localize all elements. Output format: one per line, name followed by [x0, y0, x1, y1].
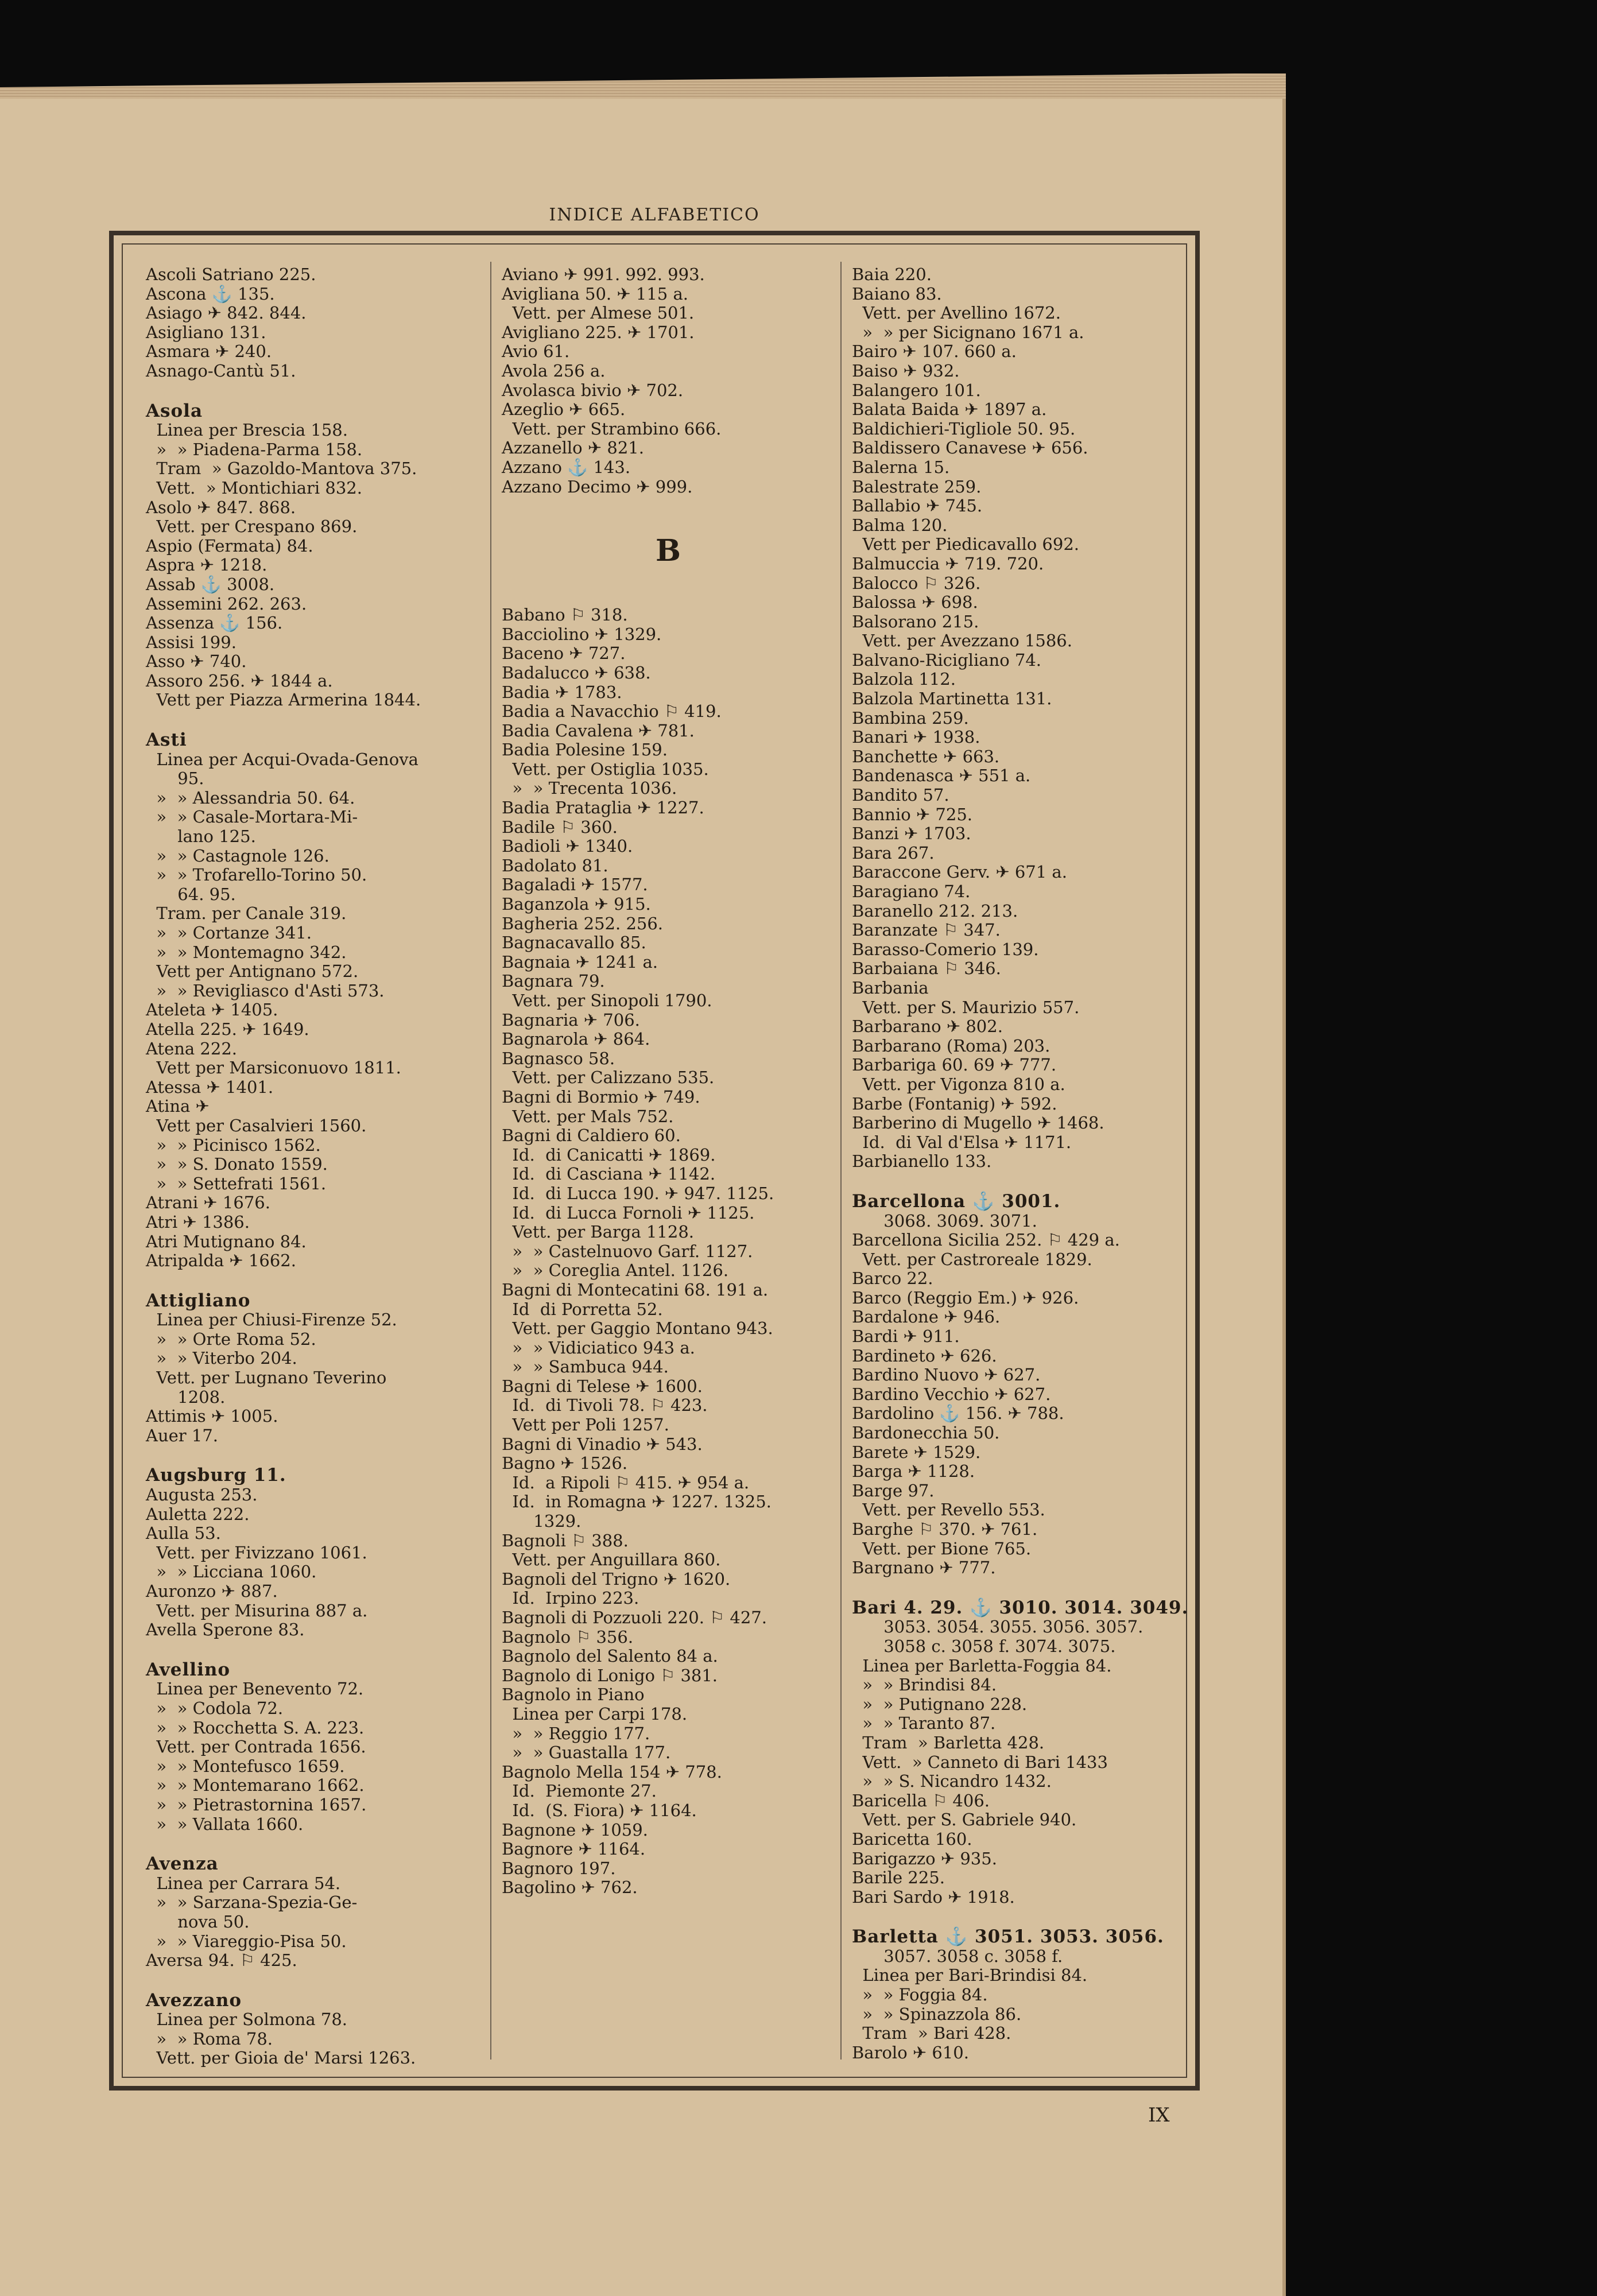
index-entry: Bagnone ✈ 1059. [502, 1820, 648, 1840]
index-entry: Balsorano 215. [852, 611, 979, 631]
index-entry: Bagni di Bormio ✈ 749. [502, 1087, 700, 1107]
index-entry: Bardolino ⚓ 156. ✈ 788. [852, 1403, 1064, 1424]
index-entry: Vett. per Almese 501. [502, 303, 695, 323]
index-entry: Bandito 57. [852, 785, 949, 805]
index-entry: Baiso ✈ 932. [852, 360, 960, 381]
index-entry: Banchette ✈ 663. [852, 746, 1000, 766]
index-entry: Bardino Vecchio ✈ 627. [852, 1384, 1051, 1404]
index-entry: Bagnarola ✈ 864. [502, 1029, 650, 1049]
index-entry: » » Vallata 1660. [146, 1814, 304, 1834]
index-entry: Vett. per Bione 765. [852, 1538, 1032, 1558]
index-entry: Balerna 15. [852, 457, 950, 477]
index-entry: Bardalone ✈ 946. [852, 1307, 1001, 1327]
index-entry: nova 50. [146, 1911, 250, 1932]
index-frame [109, 231, 1200, 2091]
spacer [146, 1834, 479, 1855]
index-entry: » » Settefrati 1561. [146, 1173, 327, 1193]
index-entry: Badia ✈ 1783. [502, 682, 622, 702]
index-heading: Asola [146, 400, 203, 421]
index-entry: Id di Porretta 52. [502, 1299, 663, 1319]
index-entry: Id. Piemonte 27. [502, 1781, 657, 1801]
index-entry: Barbaiana ⚐ 346. [852, 959, 1001, 979]
page-number: IX [1148, 2104, 1170, 2127]
index-entry: 1329. [502, 1511, 582, 1531]
index-entry: » » Sambuca 944. [502, 1357, 669, 1377]
index-column-3 [852, 265, 1189, 2062]
index-entry: Vett. per Castroreale 1829. [852, 1249, 1092, 1269]
spacer [146, 710, 479, 731]
index-entry: Atri Mutignano 84. [146, 1231, 307, 1251]
spacer [852, 1578, 1185, 1599]
index-entry: Badolato 81. [502, 855, 608, 875]
spacer [146, 1640, 479, 1661]
index-entry: » » Montemagno 342. [146, 942, 347, 962]
index-entry: Bagnolo ⚐ 356. [502, 1627, 634, 1647]
index-entry: Id. di Casciana ✈ 1142. [502, 1164, 716, 1184]
index-entry: Linea per Bari-Brindisi 84. [852, 1965, 1088, 1985]
index-entry: Bagnaria ✈ 706. [502, 1010, 640, 1030]
index-entry: » » Coreglia Antel. 1126. [502, 1261, 729, 1281]
index-entry: 3057. 3058 c. 3058 f. [852, 1946, 1063, 1966]
index-entry: » » Pietrastornina 1657. [146, 1794, 367, 1814]
index-entry: » » Sarzana-Spezia-Ge- [146, 1892, 358, 1913]
index-entry: » » Piadena-Parma 158. [146, 439, 363, 459]
index-entry: Linea per Solmona 78. [146, 2010, 347, 2030]
index-entry: Bannio ✈ 725. [852, 804, 972, 824]
index-entry: » » Montefusco 1659. [146, 1756, 345, 1776]
index-entry: Barga ✈ 1128. [852, 1461, 975, 1481]
index-entry: Atrani ✈ 1676. [146, 1193, 270, 1213]
spacer [852, 1907, 1185, 1927]
index-entry: Vett. per Avellino 1672. [852, 303, 1061, 323]
index-entry: Atessa ✈ 1401. [146, 1077, 274, 1097]
running-head: INDICE ALFABETICO [549, 205, 760, 225]
index-entry: » » Rocchetta S. A. 223. [146, 1717, 365, 1737]
index-entry: » » Taranto 87. [852, 1713, 996, 1733]
index-entry: Asigliano 131. [146, 322, 266, 342]
index-entry: Tram » Gazoldo-Mantova 375. [146, 459, 417, 479]
index-entry: Bagno ✈ 1526. [502, 1453, 628, 1473]
index-entry: Augusta 253. [146, 1485, 258, 1505]
index-entry: Auletta 222. [146, 1504, 250, 1524]
index-entry: » » Licciana 1060. [146, 1562, 317, 1582]
index-entry: Bagnoli di Pozzuoli 220. ⚐ 427. [502, 1608, 767, 1627]
index-entry: Vett. per Calizzano 535. [502, 1068, 715, 1088]
index-entry: Badioli ✈ 1340. [502, 836, 633, 856]
index-entry: Atena 222. [146, 1038, 238, 1058]
index-entry: Bagni di Telese ✈ 1600. [502, 1376, 703, 1396]
index-entry: Baia 220. [852, 265, 932, 284]
index-entry: Barigazzo ✈ 935. [852, 1848, 997, 1868]
index-entry: Tram. per Canale 319. [146, 903, 347, 924]
inner-border [122, 243, 1187, 2078]
index-entry: Barasso-Comerio 139. [852, 939, 1039, 959]
index-entry: » » Brindisi 84. [852, 1675, 997, 1695]
index-heading: Avenza [146, 1853, 219, 1875]
index-entry: Baragiano 74. [852, 882, 971, 901]
index-entry: Barbianello 133. [852, 1151, 992, 1172]
index-entry: Bagaladi ✈ 1577. [502, 875, 648, 895]
index-entry: Baganzola ✈ 915. [502, 894, 651, 914]
index-entry: Bagnoro 197. [502, 1858, 616, 1878]
index-entry: Id. di Tivoli 78. ⚐ 423. [502, 1395, 708, 1415]
index-entry: Avola 256 a. [502, 360, 606, 381]
index-entry: Vett. per Revello 553. [852, 1500, 1045, 1520]
index-entry: Bagolino ✈ 762. [502, 1878, 638, 1898]
index-entry: Azzanello ✈ 821. [502, 438, 644, 458]
index-entry: 3068. 3069. 3071. [852, 1211, 1037, 1231]
index-entry: Bagnacavallo 85. [502, 933, 646, 953]
index-entry: Banzi ✈ 1703. [852, 824, 971, 844]
index-entry: Vett. per Mals 752. [502, 1106, 674, 1126]
index-entry: Bairo ✈ 107. 660 a. [852, 342, 1017, 362]
index-entry: Barbariga 60. 69 ✈ 777. [852, 1055, 1057, 1075]
index-entry: Bambina 259. [852, 708, 969, 728]
index-entry: Balzola 112. [852, 669, 956, 689]
index-entry: Bari Sardo ✈ 1918. [852, 1887, 1015, 1907]
index-entry: Asnago-Cantù 51. [146, 360, 296, 381]
index-entry: Tram » Barletta 428. [852, 1732, 1045, 1752]
index-entry: Id. di Lucca Fornoli ✈ 1125. [502, 1203, 755, 1223]
index-entry: Baraccone Gerv. ✈ 671 a. [852, 862, 1067, 882]
index-entry: Vett per Poli 1257. [502, 1415, 669, 1435]
index-entry: Bagnolo in Piano [502, 1685, 645, 1705]
index-entry: Bardineto ✈ 626. [852, 1345, 997, 1366]
index-entry: Id. di Val d'Elsa ✈ 1171. [852, 1132, 1072, 1152]
spacer [852, 1172, 1185, 1192]
index-entry: Balossa ✈ 698. [852, 592, 978, 612]
index-entry: 3053. 3054. 3055. 3056. 3057. [852, 1617, 1144, 1637]
index-entry: Vett per Piedicavallo 692. [852, 534, 1080, 554]
index-entry: Vett per Antignano 572. [146, 961, 359, 982]
index-entry: Balangero 101. [852, 380, 981, 400]
index-entry: » » Trecenta 1036. [502, 778, 677, 798]
index-entry: Bagni di Vinadio ✈ 543. [502, 1434, 703, 1454]
index-entry: Ascona ⚓ 135. [146, 284, 275, 304]
index-entry: Atripalda ✈ 1662. [146, 1251, 296, 1271]
index-entry: Atina ✈ [146, 1096, 210, 1116]
index-entry: lano 125. [146, 827, 256, 847]
index-entry: Badia a Navacchio ⚐ 419. [502, 701, 722, 722]
index-column-1 [146, 265, 479, 2068]
column-rule [490, 262, 491, 2060]
index-entry: Assab ⚓ 3008. [146, 574, 275, 594]
index-entry: Avigliana 50. ✈ 115 a. [502, 284, 688, 304]
spacer [146, 1271, 479, 1292]
index-entry: Barberino di Mugello ✈ 1468. [852, 1113, 1104, 1133]
index-entry: Vett per Marsiconuovo 1811. [146, 1058, 401, 1078]
index-entry: Id. Irpino 223. [502, 1588, 639, 1608]
index-entry: » » Codola 72. [146, 1698, 284, 1718]
index-entry: 64. 95. [146, 884, 236, 904]
index-entry: Balzola Martinetta 131. [852, 689, 1052, 709]
index-entry: Barbania [852, 978, 929, 998]
index-entry: Banari ✈ 1938. [852, 727, 980, 747]
index-entry: Vett. per Crespano 869. [146, 517, 358, 537]
index-entry: Bagnore ✈ 1164. [502, 1839, 646, 1859]
index-entry: Badile ⚐ 360. [502, 817, 618, 837]
index-entry: Badia Polesine 159. [502, 740, 668, 760]
index-entry: » » Cortanze 341. [146, 923, 312, 943]
index-entry: Balma 120. [852, 515, 948, 535]
index-entry: » » Roma 78. [146, 2029, 273, 2049]
index-entry: Barbe (Fontanig) ✈ 592. [852, 1093, 1057, 1114]
index-entry: » » Foggia 84. [852, 1985, 988, 2005]
index-entry: » » Viterbo 204. [146, 1348, 297, 1368]
index-entry: » » Viareggio-Pisa 50. [146, 1931, 347, 1951]
index-entry: Atella 225. ✈ 1649. [146, 1019, 309, 1039]
index-entry: Id. a Ripoli ⚐ 415. ✈ 954 a. [502, 1472, 750, 1492]
index-entry: Vett. per Sinopoli 1790. [502, 991, 712, 1010]
index-entry: Bagnoli del Trigno ✈ 1620. [502, 1569, 731, 1589]
index-entry: Assoro 256. ✈ 1844 a. [146, 670, 333, 691]
index-entry: Aspio (Fermata) 84. [146, 536, 313, 556]
index-entry: Avolasca bivio ✈ 702. [502, 380, 684, 400]
index-entry: Barghe ⚐ 370. ✈ 761. [852, 1519, 1038, 1539]
index-entry: Bagni di Caldiero 60. [502, 1126, 681, 1146]
index-entry: Ateleta ✈ 1405. [146, 1000, 278, 1020]
index-entry: Badalucco ✈ 638. [502, 662, 651, 682]
index-entry: Vett per Piazza Armerina 1844. [146, 690, 421, 710]
index-entry: Linea per Carpi 178. [502, 1704, 688, 1724]
index-entry: Vett. per Lugnano Teverino [146, 1368, 387, 1388]
index-entry: 1208. [146, 1387, 226, 1407]
index-entry: » » S. Nicandro 1432. [852, 1771, 1052, 1791]
index-heading: Barletta ⚓ 3051. 3053. 3056. [852, 1926, 1164, 1948]
index-entry: Assemini 262. 263. [146, 594, 307, 614]
index-entry: Id. di Canicatti ✈ 1869. [502, 1145, 716, 1165]
index-entry: » » Spinazzola 86. [852, 2004, 1022, 2024]
index-entry: Bagnaia ✈ 1241 a. [502, 952, 658, 972]
index-entry: Attimis ✈ 1005. [146, 1406, 278, 1426]
index-entry: 3058 c. 3058 f. 3074. 3075. [852, 1636, 1116, 1656]
index-entry: » » Montemarano 1662. [146, 1775, 365, 1795]
index-entry: Barile 225. [852, 1868, 945, 1888]
index-entry: » » Revigliasco d'Asti 573. [146, 980, 385, 1000]
index-entry: » » S. Donato 1559. [146, 1154, 328, 1174]
spacer [146, 1445, 479, 1466]
index-entry: Vett. per Contrada 1656. [146, 1737, 366, 1757]
index-entry: » » Orte Roma 52. [146, 1329, 316, 1349]
index-entry: Vett. per S. Gabriele 940. [852, 1810, 1077, 1830]
index-entry: » » Reggio 177. [502, 1723, 650, 1743]
index-entry: Bagnasco 58. [502, 1048, 615, 1068]
index-entry: Balestrate 259. [852, 476, 982, 497]
index-entry: Barbarano ✈ 802. [852, 1017, 1003, 1037]
index-entry: Vett per Casalvieri 1560. [146, 1115, 367, 1135]
index-entry: Vett. per Ostiglia 1035. [502, 759, 709, 779]
index-entry: Bacciolino ✈ 1329. [502, 624, 662, 644]
index-entry: Id. di Lucca 190. ✈ 947. 1125. [502, 1183, 774, 1203]
index-entry: » » Castelnuovo Garf. 1127. [502, 1241, 753, 1261]
spacer [146, 381, 479, 402]
index-entry: Tram » Bari 428. [852, 2023, 1011, 2043]
index-heading: Attigliano [146, 1290, 251, 1311]
index-entry: Azeglio ✈ 665. [502, 400, 626, 420]
index-entry: Bagni di Montecatini 68. 191 a. [502, 1279, 769, 1300]
index-heading: Asti [146, 730, 187, 751]
index-entry: Baricella ⚐ 406. [852, 1790, 990, 1810]
index-entry: Balocco ⚐ 326. [852, 573, 981, 593]
index-entry: » » Picinisco 1562. [146, 1135, 321, 1155]
index-entry: Linea per Benevento 72. [146, 1679, 364, 1699]
index-entry: » » Casale-Mortara-Mi- [146, 807, 358, 827]
index-entry: » » Alessandria 50. 64. [146, 788, 355, 808]
spacer [146, 1971, 479, 1991]
index-entry: Babano ⚐ 318. [502, 605, 628, 625]
index-entry: Bargnano ✈ 777. [852, 1558, 996, 1578]
index-entry: Azzano Decimo ✈ 999. [502, 476, 693, 497]
index-entry: Aviano ✈ 991. 992. 993. [502, 265, 705, 284]
index-heading: Barcellona ⚓ 3001. [852, 1190, 1061, 1212]
index-entry: Ascoli Satriano 225. [146, 265, 316, 284]
index-entry: Linea per Chiusi-Firenze 52. [146, 1310, 397, 1330]
index-entry: Bagnolo del Salento 84 a. [502, 1646, 718, 1666]
index-entry: Asiago ✈ 842. 844. [146, 303, 307, 323]
index-entry: Badia Prataglia ✈ 1227. [502, 798, 704, 818]
index-entry: Avigliano 225. ✈ 1701. [502, 322, 695, 342]
index-entry: Vett. per Avezzano 1586. [852, 631, 1072, 651]
index-entry: Asolo ✈ 847. 868. [146, 497, 296, 517]
index-entry: Balata Baida ✈ 1897 a. [852, 400, 1047, 420]
index-entry: Ballabio ✈ 745. [852, 496, 983, 516]
index-entry: Vett. » Canneto di Bari 1433 [852, 1752, 1108, 1772]
index-entry: Aversa 94. ⚐ 425. [146, 1950, 297, 1971]
index-entry: Linea per Carrara 54. [146, 1873, 341, 1893]
index-entry: Atri ✈ 1386. [146, 1212, 250, 1232]
index-entry: Vett. per Gioia de' Marsi 1263. [146, 2048, 416, 2068]
index-entry: Asso ✈ 740. [146, 651, 247, 672]
section-letter: B [656, 533, 681, 569]
index-entry: Avio 61. [502, 342, 570, 362]
index-heading: Augsburg 11. [146, 1465, 286, 1486]
index-heading: Avellino [146, 1659, 231, 1680]
index-column-2 [502, 265, 835, 1898]
index-entry: Id. (S. Fiora) ✈ 1164. [502, 1800, 697, 1820]
index-heading: Avezzano [146, 1989, 242, 2011]
index-entry: Vett. per Gaggio Montano 943. [502, 1318, 773, 1339]
index-entry: » » Vidiciatico 943 a. [502, 1337, 695, 1358]
index-entry: Vett. » Montichiari 832. [146, 478, 362, 498]
index-entry: Vett. per S. Maurizio 557. [852, 997, 1080, 1017]
index-entry: Id. in Romagna ✈ 1227. 1325. [502, 1492, 772, 1512]
index-entry: » » Castagnole 126. [146, 846, 330, 866]
index-heading: Bari 4. 29. ⚓ 3010. 3014. 3049. [852, 1597, 1189, 1618]
index-entry: Linea per Barletta-Foggia 84. [852, 1655, 1112, 1676]
index-entry: Linea per Brescia 158. [146, 420, 348, 440]
index-entry: Baldichieri-Tigliole 50. 95. [852, 418, 1076, 439]
index-entry: Avella Sperone 83. [146, 1620, 305, 1640]
index-entry: Baiano 83. [852, 284, 942, 304]
index-entry: Baceno ✈ 727. [502, 643, 626, 664]
index-entry: » » Guastalla 177. [502, 1743, 671, 1763]
index-entry: Vett. per Fivizzano 1061. [146, 1542, 367, 1562]
index-entry: Asmara ✈ 240. [146, 342, 272, 362]
index-entry: Vett. per Strambino 666. [502, 418, 722, 439]
index-entry: Azzano ⚓ 143. [502, 457, 631, 477]
index-entry: Aspra ✈ 1218. [146, 555, 268, 575]
index-entry: Assenza ⚓ 156. [146, 613, 283, 633]
index-entry: Baldissero Canavese ✈ 656. [852, 438, 1088, 458]
index-entry: Barco (Reggio Em.) ✈ 926. [852, 1287, 1079, 1308]
index-entry: Bagnoli ⚐ 388. [502, 1530, 629, 1550]
index-entry: Balmuccia ✈ 719. 720. [852, 553, 1044, 573]
index-entry: Bagnolo di Lonigo ⚐ 381. [502, 1665, 718, 1685]
index-entry: Barco 22. [852, 1269, 933, 1289]
index-entry: Vett. per Vigonza 810 a. [852, 1074, 1065, 1094]
index-entry: » » Putignano 228. [852, 1694, 1028, 1714]
index-entry: Vett. per Barga 1128. [502, 1222, 694, 1242]
index-entry: Baranzate ⚐ 347. [852, 920, 1001, 940]
index-entry: 95. [146, 769, 204, 789]
index-entry: Linea per Acqui-Ovada-Genova [146, 749, 418, 769]
column-rule [840, 262, 842, 2060]
index-entry: Barge 97. [852, 1480, 935, 1500]
index-entry: Bardino Nuovo ✈ 627. [852, 1365, 1041, 1385]
index-entry: Bara 267. [852, 843, 935, 863]
index-entry: Bardi ✈ 911. [852, 1327, 960, 1347]
index-entry: Barolo ✈ 610. [852, 2042, 969, 2062]
index-entry: Auronzo ✈ 887. [146, 1581, 278, 1601]
index-entry: Bagheria 252. 256. [502, 913, 664, 933]
index-entry: Bardonecchia 50. [852, 1423, 1000, 1443]
index-entry: » » per Sicignano 1671 a. [852, 322, 1084, 342]
index-entry: Bagnara 79. [502, 971, 605, 991]
index-entry: Vett. per Anguillara 860. [502, 1550, 721, 1570]
index-entry: Bagnolo Mella 154 ✈ 778. [502, 1762, 722, 1782]
index-entry: Bandenasca ✈ 551 a. [852, 766, 1031, 786]
index-entry: Barbarano (Roma) 203. [852, 1035, 1051, 1056]
index-entry: Vett. per Misurina 887 a. [146, 1600, 368, 1620]
index-entry: Barcellona Sicilia 252. ⚐ 429 a. [852, 1230, 1120, 1250]
index-entry: Assisi 199. [146, 632, 237, 652]
index-entry: » » Trofarello-Torino 50. [146, 865, 367, 885]
index-entry: Baranello 212. 213. [852, 901, 1018, 921]
index-entry: Auer 17. [146, 1425, 218, 1445]
index-entry: Baricetta 160. [852, 1829, 972, 1849]
index-entry: Badia Cavalena ✈ 781. [502, 720, 695, 740]
index-entry: Balvano-Ricigliano 74. [852, 650, 1041, 670]
index-entry: Barete ✈ 1529. [852, 1442, 981, 1462]
index-entry: Aulla 53. [146, 1523, 221, 1543]
